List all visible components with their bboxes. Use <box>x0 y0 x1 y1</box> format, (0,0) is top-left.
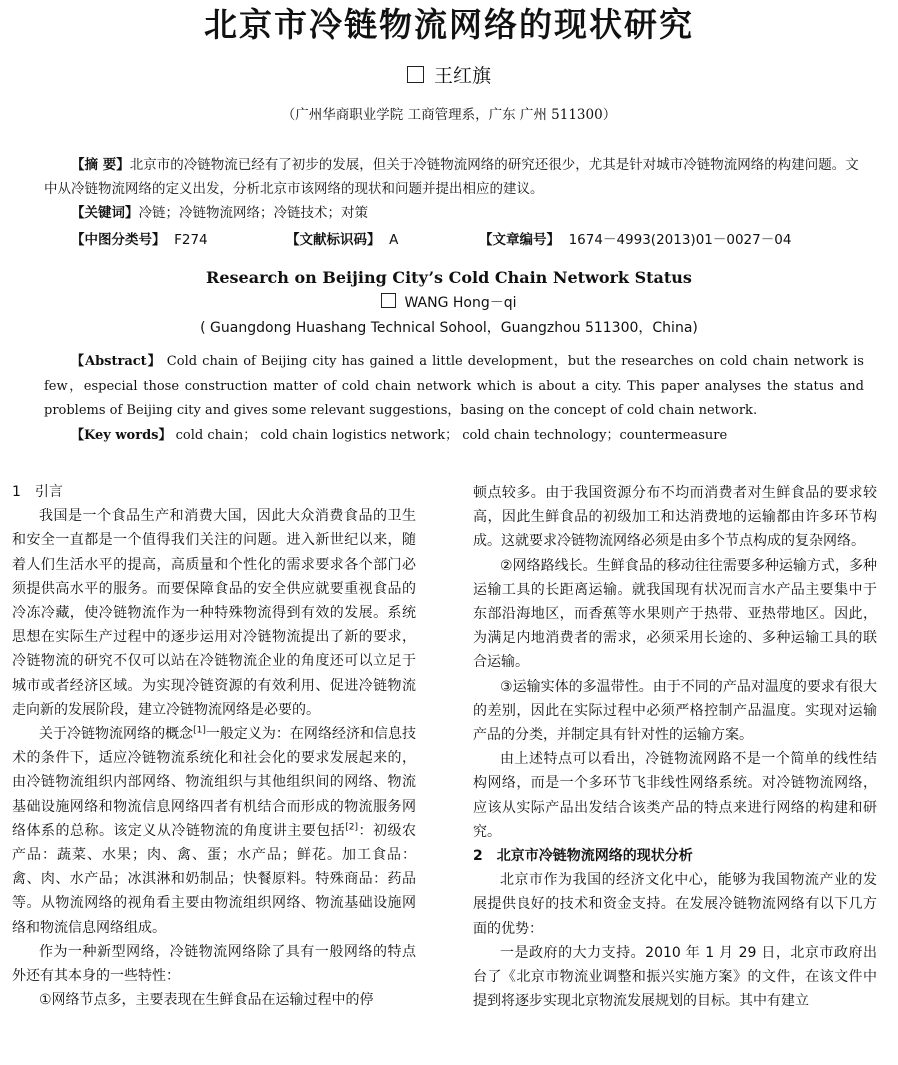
keywords-text: 冷链；冷链物流网络；冷链技术；对策 <box>138 205 368 221</box>
body-paragraph: 作为一种新型网络，冷链物流网络除了具有一般网络的特点外还有其本身的一些特性： <box>12 943 416 985</box>
citation-ref: [1] <box>193 725 206 736</box>
section-number: 1 <box>12 484 21 500</box>
section-heading-status <box>473 844 877 868</box>
abstract-text: 北京市的冷链物流已经有了初步的发展，但关于冷链物流网络的研究还很少，尤其是针对城市冷链物流网络的构建问题。文中从冷链物流网络的定义出发，分析北京市该网络的现状和问题并提出相应的建议。 <box>44 157 859 197</box>
author-name: 王红旗 <box>433 65 491 87</box>
clc-cell <box>71 229 208 251</box>
text-run: 关于冷链物流网络的概念 <box>39 726 194 743</box>
english-author-name: WANG Hong－qi <box>404 295 517 311</box>
english-keywords-paragraph <box>44 424 864 449</box>
english-abstract <box>44 350 864 448</box>
doc-code-cell <box>286 229 398 251</box>
section-number: 2 <box>473 848 483 865</box>
text-run: 一般定义为：在网络经济和信息技术的条件下，适应冷链物流系统化和社会化的要求发展起来的，由冷链物流组织内部网络、物流组织与其他组织间的网络、物流基础设施网络和物流信息网络四者有机结合而形成的物流服务网络体系的总称。该定义从冷链物流的角度讲主要包括 <box>12 726 416 839</box>
english-abstract-paragraph <box>44 350 864 424</box>
english-keywords-label: 【Key words】 <box>71 427 172 443</box>
article-no-value: 1674－4993(2013)01－0027－04 <box>568 232 792 248</box>
body-paragraph: ③运输实体的多温带性。由于不同的产品对温度的要求有很大的差别，因此在实际过程中必须严格控制产品温度。实现对运输产品的分类，并制定具有针对性的运输方案。 <box>473 678 877 744</box>
body-paragraph: 由上述特点可以看出，冷链物流网路不是一个简单的线性结构网络，而是一个多环节飞非线性网络系统。对冷链物流网络，应该从实际产品出发结合该类产品的特点来进行网络的构建和研究。 <box>473 751 877 840</box>
english-author-line <box>0 292 898 314</box>
body-paragraph: ②网络路线长。生鲜食品的移动往往需要多种运输方式，多种运输工具的长距离运输。就我国现有状况而言水产品主要集中于东部沿海地区，而香蕉等水果则产于热带、亚热带地区。因此，为满足内地消费者的需求，必须采用长途的、多种运输工具的联合运输。 <box>473 557 877 671</box>
clc-label: 【中图分类号】 <box>71 232 166 248</box>
body-paragraph: 我国是一个食品生产和消费大国，因此大众消费食品的卫生和安全一直都是一个值得我们关注的问题。进入新世纪以来，随着人们生活水平的提高，高质量和个性化的需求要求各个部门必须提供高水平的服务。而要保障食品的安全供应就要重视食品的冷冻冷藏，使冷链物流作为一种特殊物流得到有效的发展。系统思想在实际生产过程中的逐步运用对冷链物流提出了新的要求，冷链物流的研究不仅可以站在冷链物流企业的角度还可以立足于城市或者经济区域。为实现冷链资源的有效利用、促进冷链物流走向新的发展阶段，建立冷链物流网络是必要的。 <box>12 508 416 718</box>
author-affiliation: （广州华商职业学院 工商管理系，广东 广州 511300） <box>281 107 617 123</box>
body-paragraph: 顿点较多。由于我国资源分布不均而消费者对生鲜食品的要求较高，因此生鲜食品的初级加工和达消费地的运输都由许多环节构成。这就要求冷链物流网络必须是由多个节点构成的复杂网络。 <box>473 485 877 550</box>
section-title: 引言 <box>34 484 63 500</box>
section-title: 北京市冷链物流网络的现状分析 <box>496 848 693 865</box>
abstract-label: 【摘 要】 <box>71 157 130 173</box>
body-paragraph: ①网络节点多，主要表现在生鲜食品在运输过程中的停 <box>39 992 374 1009</box>
author-line <box>0 62 898 90</box>
body-right-column <box>473 481 877 1065</box>
keywords-label: 【关键词】 <box>71 205 139 221</box>
clc-value: F274 <box>174 232 208 248</box>
body-paragraph: 一是政府的大力支持。2010 年 1 月 29 日，北京市政府出台了《北京市物流业调整和振兴实施方案》的文件，在该文件中提到将逐步实现北京物流发展规划的目标。其中有建立 <box>473 944 877 1010</box>
body-paragraph <box>12 722 416 940</box>
article-no-cell <box>479 229 791 251</box>
citation-ref: [2] <box>345 822 359 833</box>
body-left-column <box>12 480 416 1064</box>
abstract-paragraph <box>44 153 864 201</box>
body-paragraph: 北京市作为我国的经济文化中心，能够为我国物流产业的发展提供良好的技术和资金支持。在发展冷链物流网络有以下几方面的优势： <box>473 872 877 937</box>
paper-title: 北京市冷链物流网络的现状研究 <box>204 5 694 44</box>
article-no-label: 【文章编号】 <box>479 232 560 248</box>
english-keywords-text: cold chain； cold chain logistics network； cold chain technology；countermeasure <box>175 427 728 443</box>
english-title: Research on Beijing City’s Cold Chain Network Status <box>206 268 692 287</box>
keywords-paragraph <box>44 201 864 225</box>
author-box-icon <box>407 66 424 83</box>
section-heading-intro <box>12 480 416 504</box>
text-run: ：初级农产品：蔬菜、水果；肉、禽、蛋；水产品；鲜花。加工食品：禽、肉、水产品；冰淇淋和奶制品；快餐原料。特殊商品：药品等。从物流网络的视角看主要由物流组织网络、物流基础设施网络和物流信息网络组成。 <box>12 822 416 936</box>
doc-code-label: 【文献标识码】 <box>286 232 381 248</box>
english-author-box-icon <box>381 293 396 308</box>
chinese-abstract <box>44 153 864 225</box>
english-affiliation: ( Guangdong Huashang Technical Sohool，Guangzhou 511300，China) <box>200 320 698 336</box>
english-abstract-label: 【Abstract】 <box>71 354 162 369</box>
doc-code-value: A <box>389 232 399 248</box>
english-abstract-text: Cold chain of Beijing city has gained a little development，but the researches on cold chain network is few，especial those construction matter of cold chain network which is about a city. This paper analyses the status and problems of Beijing city and gives some relevant suggestions，basing on the concept of cold chain network. <box>44 354 864 418</box>
